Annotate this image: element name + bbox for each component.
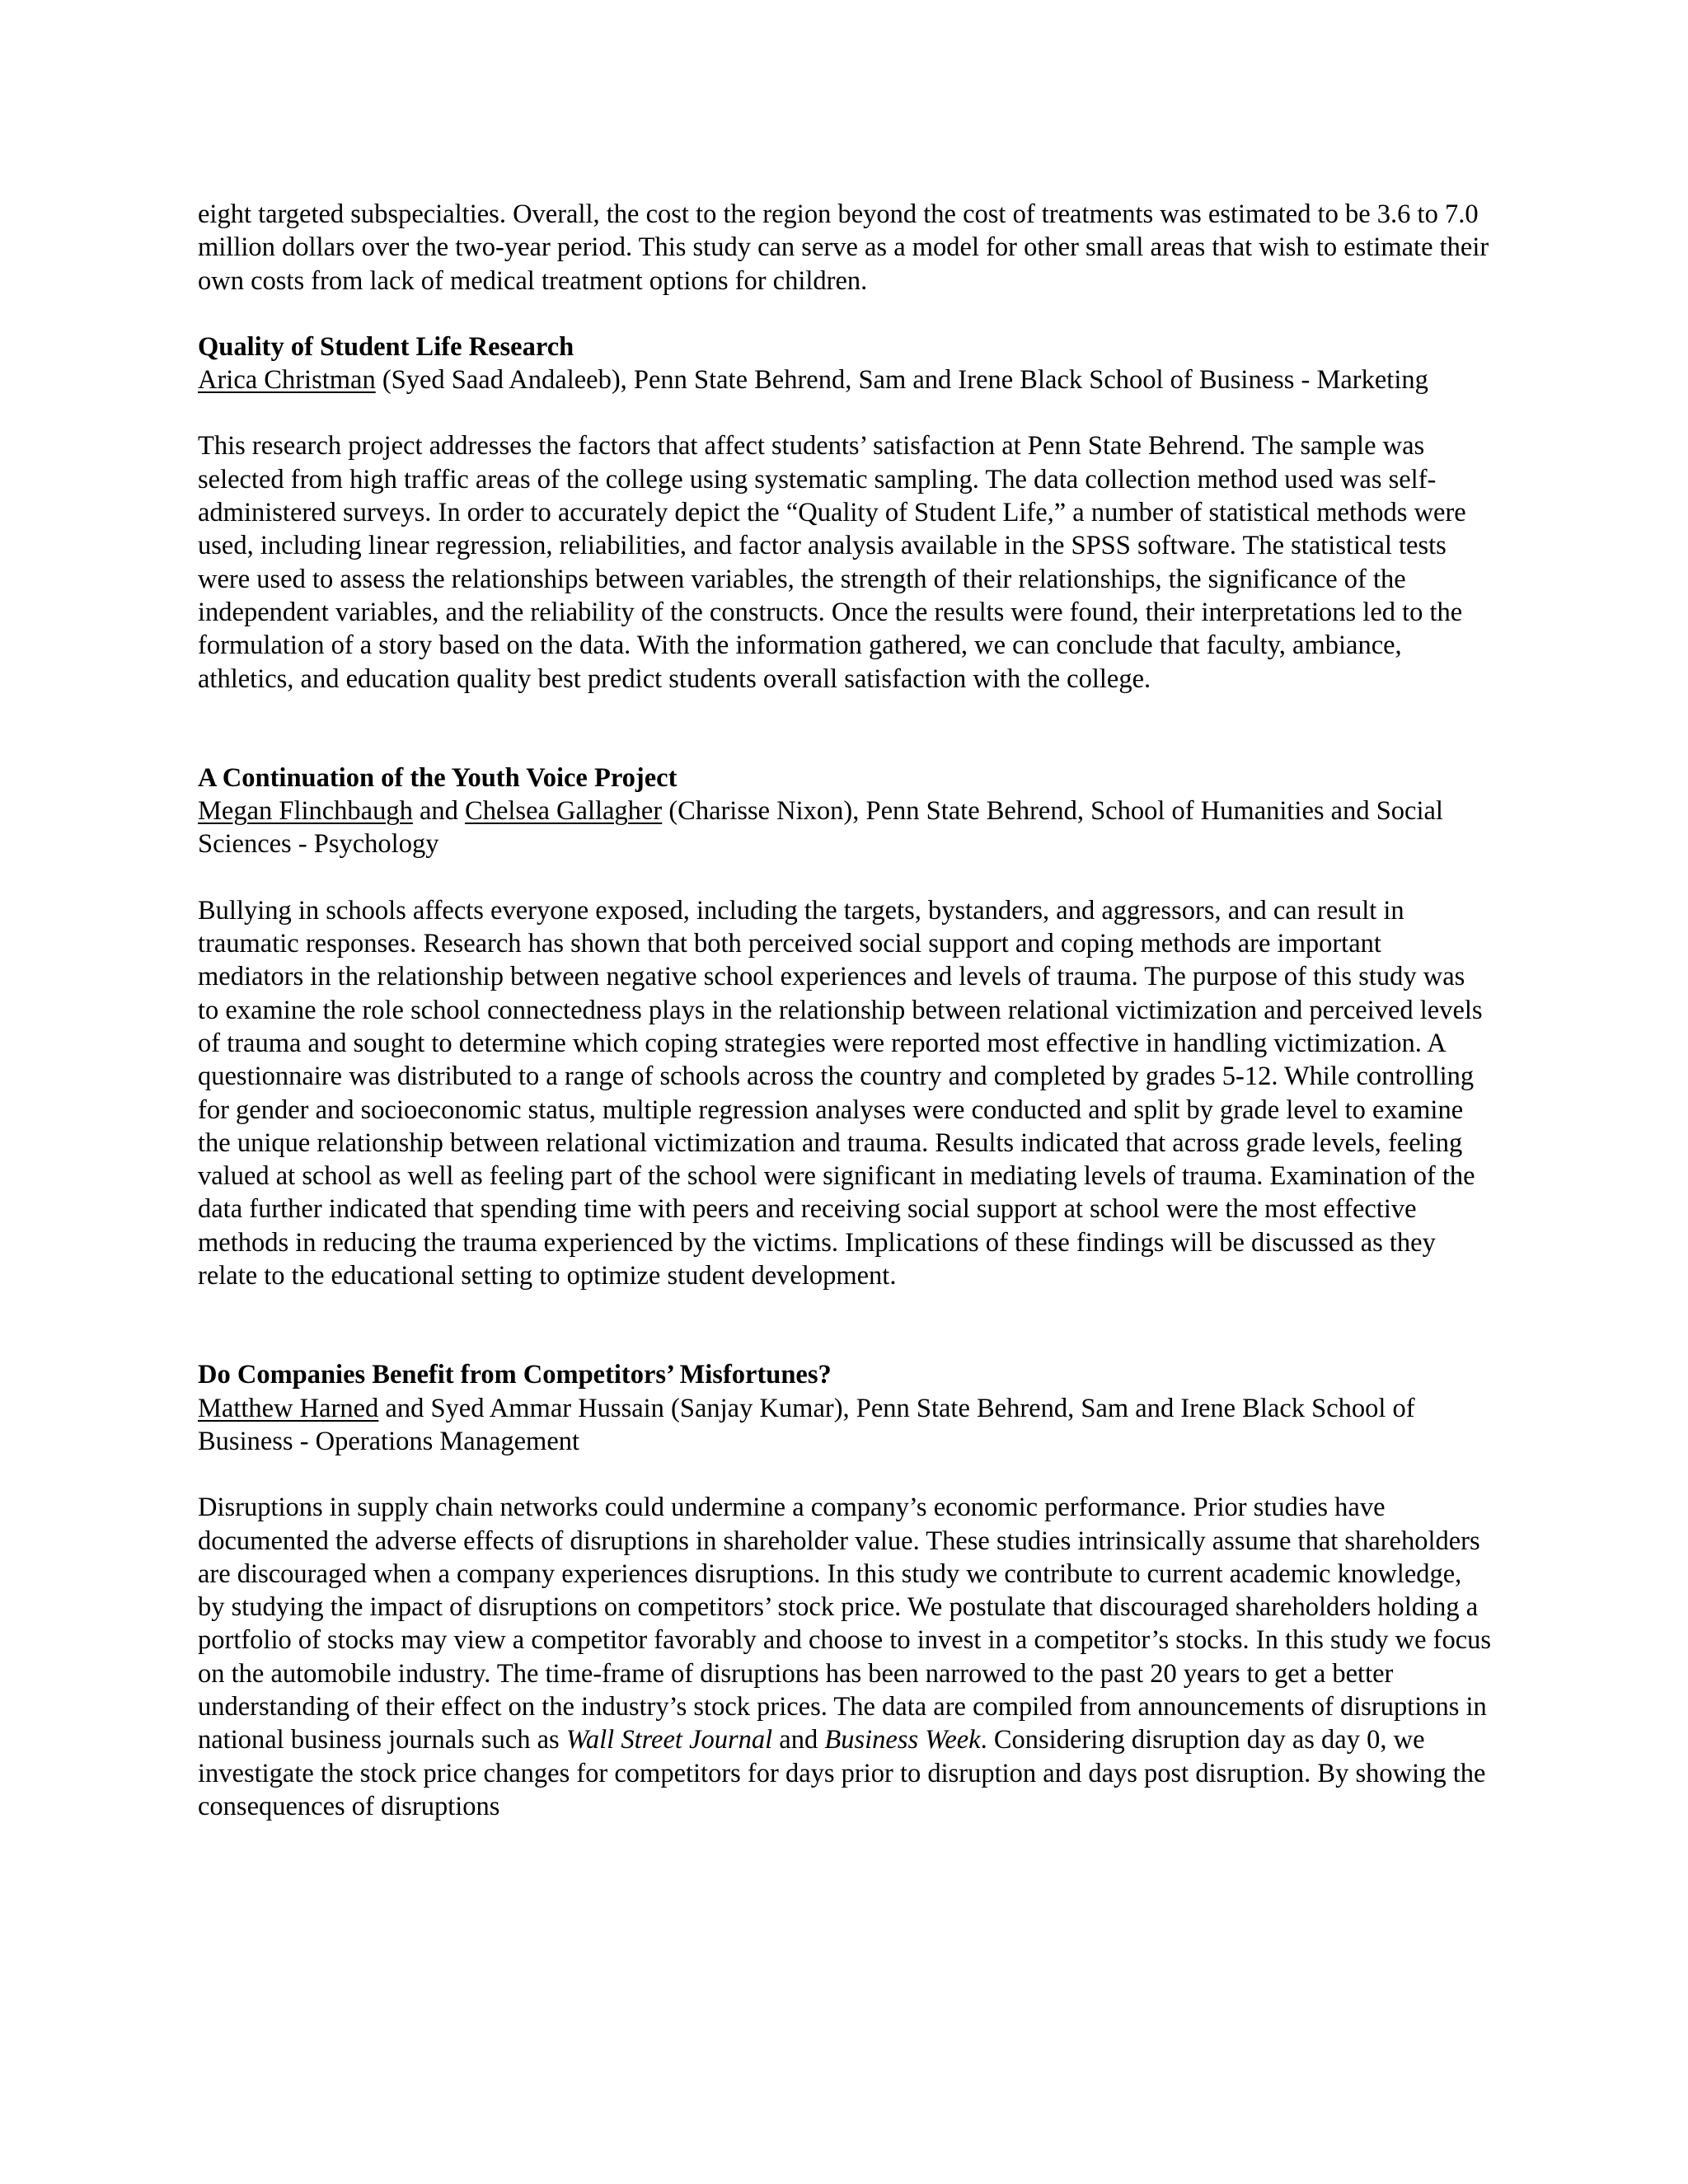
author-name: Arica Christman <box>198 365 376 396</box>
journal-title: Business Week <box>824 1725 981 1755</box>
abstract-quality-student-life: This research project addresses the factors that affect students’ satisfaction at Penn State Behrend. The sample was selected from high traffic areas of the college using systematic sampling. The data collection method used was self-administered surveys. In order to accurately depict the “Quality of Student Life,” a number of statistical methods were used, including linear regression, reliabilities, and factor analysis available in the SPSS software. The statistical tests were used to assess the relationships between variables, the strength of their relationships, the significance of the independent variables, and the reliability of the constructs. Once the results were found, their interpretations led to the formulation of a story based on the data. With the information gathered, we can conclude that faculty, ambiance, athletics, and education quality best predict students overall satisfaction with the college. <box>198 431 1466 694</box>
section-authors-quality-student-life <box>198 363 1492 396</box>
section-authors-youth-voice <box>198 794 1492 861</box>
author-name: Matthew Harned <box>198 1393 379 1423</box>
intro-paragraph: eight targeted subspecialties. Overall, the cost to the region beyond the cost of treatments was estimated to be 3.6 to 7.0 million dollars over the two-year period. This study can serve as a model for other small areas that wish to estimate their own costs from lack of medical treatment options for children. <box>198 199 1489 296</box>
authors-affiliation: (Charisse Nixon), Penn State Behrend, School of Humanities and Social Sciences - Psychology <box>198 796 1443 860</box>
journal-title: Wall Street Journal <box>565 1725 773 1755</box>
author-conjunction: and <box>412 796 466 827</box>
authors-affiliation: and Syed Ammar Hussain (Sanjay Kumar), Penn State Behrend, Sam and Irene Black School of Business - Operations Management <box>198 1393 1415 1456</box>
author-name: Megan Flinchbaugh <box>198 796 413 827</box>
abstract-text: . Considering disruption day as day 0, we investigate the stock price changes for competitors for days prior to disruption and days post disruption. By showing the consequences of disruptions <box>198 1725 1486 1821</box>
abstract-youth-voice: Bullying in schools affects everyone exposed, including the targets, bystanders, and aggressors, and can result in traumatic responses. Research has shown that both perceived social support and coping methods are important mediators in the relationship between negative school experiences and levels of trauma. The purpose of this study was to examine the role school connectedness plays in the relationship between relational victimization and perceived levels of trauma and sought to determine which coping strategies were reported most effective in handling victimization. A questionnaire was distributed to a range of schools across the country and completed by grades 5-12. While controlling for gender and socioeconomic status, multiple regression analyses were conducted and split by grade level to examine the unique relationship between relational victimization and trauma. Results indicated that across grade levels, feeling valued at school as well as feeling part of the school were significant in mediating levels of trauma. Examination of the data further indicated that spending time with peers and receiving social support at school were the most effective methods in reducing the trauma experienced by the victims. Implications of these findings will be discussed as they relate to the educational setting to optimize student development. <box>198 895 1483 1291</box>
section-title-youth-voice: A Continuation of the Youth Voice Project <box>198 762 678 793</box>
abstract-text: Disruptions in supply chain networks could undermine a company’s economic performance. Prior studies have documented the adverse effects of disruptions in shareholder value. These studies intrinsically assume that shareholders are discouraged when a company experiences disruptions. In this study we contribute to current academic knowledge, by studying the impact of disruptions on competitors’ stock price. We postulate that discouraged shareholders holding a portfolio of stocks may view a competitor favorably and choose to invest in a competitor’s stocks. In this study we focus on the automobile industry. The time-frame of disruptions has been narrowed to the past 20 years to get a better understanding of their effect on the industry’s stock prices. The data are compiled from announcements of disruptions in national business journals such as <box>198 1493 1492 1755</box>
section-title-quality-student-life: Quality of Student Life Research <box>198 331 574 362</box>
authors-affiliation: (Syed Saad Andaleeb), Penn State Behrend, Sam and Irene Black School of Business - Marketing <box>375 365 1428 396</box>
section-title-competitors-misfortunes: Do Companies Benefit from Competitors’ Misfortunes? <box>198 1360 832 1390</box>
document-page <box>198 198 1492 1823</box>
abstract-competitors-misfortunes <box>198 1491 1492 1823</box>
author-name: Chelsea Gallagher <box>465 796 663 827</box>
abstract-text: and <box>772 1725 825 1755</box>
section-authors-competitors-misfortunes <box>198 1392 1492 1459</box>
